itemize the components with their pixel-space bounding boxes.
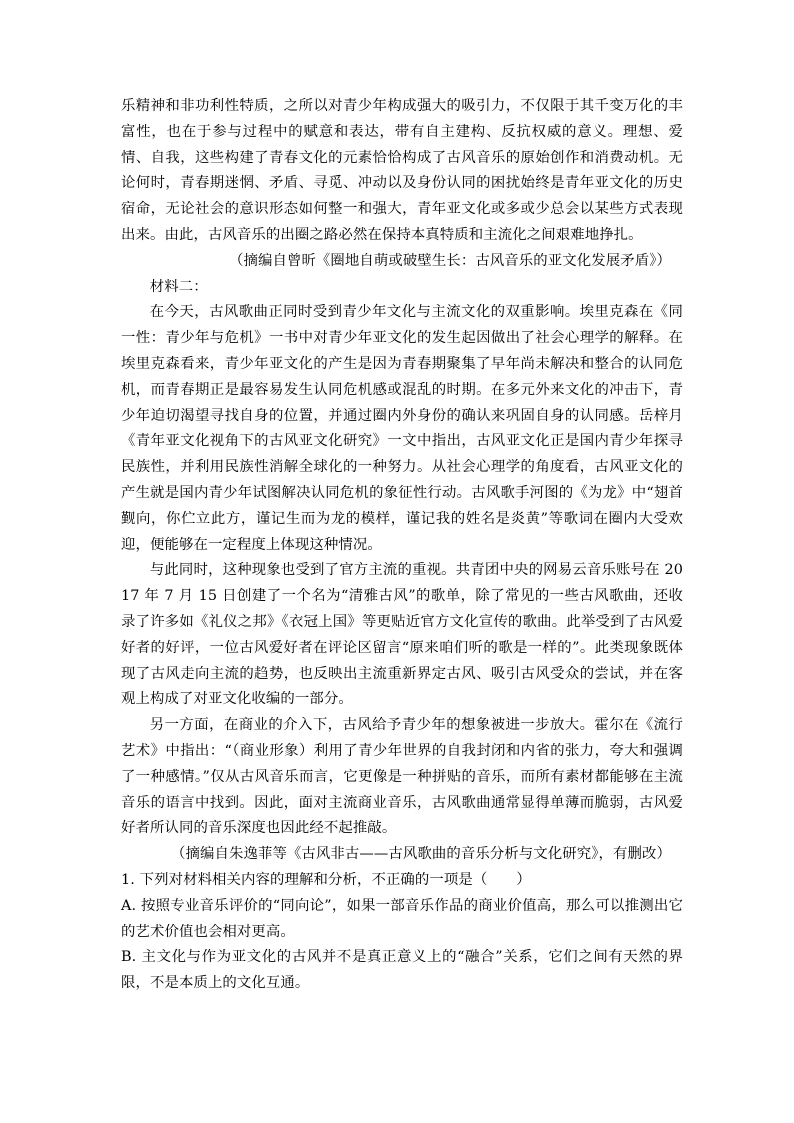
material-two-label: 材料二： — [149, 278, 208, 295]
question-1-option-a: A. 按照专业音乐评价的“同向论”，如果一部音乐作品的商业价值高，那么可以推测出它的艺术价值也会相对更高。 — [121, 897, 683, 940]
document-content — [121, 94, 683, 997]
paragraph-material-two-3: 另一方面，在商业的介入下，古风给予青少年的想象被进一步放大。霍尔在《流行艺术》中指出：“（商业形象）利用了青少年世界的自我封闭和内省的张力，夸大和强调了一种感情。”仅从古风音乐而言，它更像是一种拼贴的音乐，而所有素材都能够在主流音乐的语言中找到。因此，面对主流商业音乐，古风歌曲通常显得单薄而脆弱，古风爱好者所认同的音乐深度也因此经不起推敲。 — [121, 717, 683, 837]
question-1-option-b: B. 主文化与作为亚文化的古风并不是真正意义上的“融合”关系，它们之间有天然的界限，不是本质上的文化互通。 — [121, 949, 683, 992]
source-citation-2: （摘编自朱逸菲等《古风非古——古风歌曲的音乐分析与文化研究》，有删改） — [171, 846, 671, 863]
paragraph-material-two-1: 在今天，古风歌曲正同时受到青少年文化与主流文化的双重影响。埃里克森在《同一性：青少年与危机》一书中对青少年亚文化的发生起因做出了社会心理学的解释。在埃里克森看来，青少年亚文化的产生是因为青春期聚集了早年尚未解决和整合的认同危机，而青春期正是最容易发生认同危机感或混乱的时期。在多元外来文化的冲击下，青少年迫切渴望寻找自身的位置，并通过圈内外身份的确认来巩固自身的认同感。岳梓月《青年亚文化视角下的古风亚文化研究》一文中指出，古风亚文化正是国内青少年探寻民族性，并利用民族性消解全球化的一种努力。从社会心理学的角度看，古风亚文化的产生就是国内青少年试图解决认同危机的象征性行动。古风歌手河图的《为龙》中“翅首觐向，你伫立此方，谨记生而为龙的模样，谨记我的姓名是炎黄”等歌词在圈内大受欢迎，便能够在一定程度上体现这种情况。 — [121, 304, 683, 553]
source-citation-1: （摘编自曾昕《圈地自萌或破壁生长：古风音乐的亚文化发展矛盾》） — [228, 252, 671, 269]
paragraph-continuation: 乐精神和非功利性特质，之所以对青少年构成强大的吸引力，不仅限于其千变万化的丰富性，也在于参与过程中的赋意和表达，带有自主建构、反抗权威的意义。理想、爱情、自我，这些构建了青春文化的元素恰恰构成了古风音乐的原始创作和消费动机。无论何时，青春期迷惘、矛盾、寻觅、冲动以及身份认同的困扰始终是青年亚文化的历史宿命，无论社会的意识形态如何整一和强大，青年亚文化或多或少总会以某些方式表现出来。由此，古风音乐的出圈之路必然在保持本真特质和主流化之间艰难地挣扎。 — [121, 98, 683, 243]
paragraph-material-two-2: 与此同时，这种现象也受到了官方主流的重视。共青团中央的网易云音乐账号在 2017 年 7 月 15 日创建了一个名为“清雅古风”的歌单，除了常见的一些古风歌曲，还收录了许多如《礼仪之邦》《衣冠上国》等更贴近官方文化宣传的歌曲。此举受到了古风爱好者的好评，一位古风爱好者在评论区留言“原来咱们听的歌是一样的”。此类现象既体现了古风走向主流的趋势，也反映出主流重新界定古风、吸引古风受众的尝试，并在客观上构成了对亚文化收编的一部分。 — [121, 562, 683, 708]
question-1-stem: 1. 下列对材料相关内容的理解和分析，不正确的一项是（ ） — [121, 871, 531, 888]
